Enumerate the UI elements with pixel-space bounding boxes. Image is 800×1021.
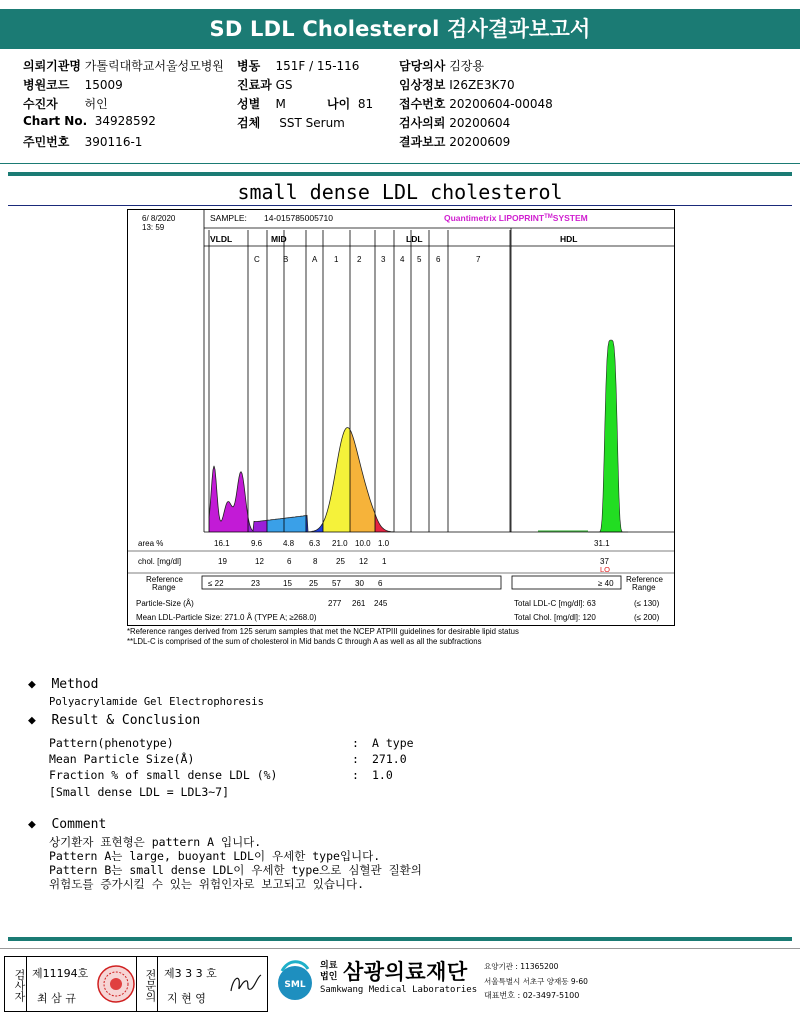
info-label: 병원코드 (23, 78, 70, 92)
particle-size-3: 245 (374, 599, 388, 608)
area-value: 6.3 (309, 539, 321, 548)
hdl-label: HDL (560, 234, 578, 244)
ref-label-line1: Reference (146, 575, 183, 584)
logo-text: SML (284, 980, 306, 990)
ref-label-line2: Range (152, 583, 176, 592)
info-label: 결과보고 (399, 135, 446, 149)
mid-label: MID (271, 234, 287, 244)
method-heading-text: Method (51, 677, 99, 692)
area-value: 4.8 (283, 539, 295, 548)
ref-value: 23 (251, 579, 260, 588)
particle-size-label: Particle-Size (Å) (136, 599, 194, 608)
ldl-label: LDL (406, 234, 423, 244)
info-value: 34928592 (94, 114, 156, 128)
area-row-label: area % (138, 539, 164, 548)
section-rule-bottom (8, 937, 792, 941)
info-label: 검사의뢰 (399, 116, 446, 130)
result-label-1: Mean Particle Size(Å) (49, 752, 195, 766)
colon: : (352, 752, 359, 766)
result-label-2: Fraction % of small dense LDL (%) (49, 768, 278, 782)
electrophoresis-svg (128, 210, 674, 625)
info-label: Chart No. (23, 114, 88, 128)
age-row (327, 95, 373, 112)
lipoprint-chart (127, 209, 675, 626)
info-label: 검체 (237, 116, 261, 130)
total-chol-ref: (≤ 200) (634, 613, 660, 622)
chol-value: 25 (336, 557, 345, 566)
result-heading (28, 713, 200, 728)
hdl-ref-value: ≥ 40 (598, 579, 614, 588)
info-label: 의뢰기관명 (23, 59, 81, 73)
info-value: 15009 (84, 78, 123, 92)
info-label: 담당의사 (399, 59, 446, 73)
area-value: 10.0 (355, 539, 371, 548)
method-heading (28, 677, 98, 692)
hdl-area-value: 31.1 (594, 539, 610, 548)
comment-line: Pattern B는 small dense LDL이 우세한 type으로 심혈관 질환의 (49, 863, 422, 877)
info-value: SST Serum (279, 116, 345, 130)
specialist-license: 제3 3 3 호 (164, 967, 217, 980)
org-phone: 대표번호 : 02-3497-5100 (484, 991, 580, 1000)
ref-label-right-1: Reference (626, 575, 663, 584)
area-value: 21.0 (332, 539, 348, 548)
chol-value: 1 (382, 557, 387, 566)
result-label-0: Pattern(phenotype) (49, 736, 174, 750)
info-value: I26ZE3K70 (449, 78, 515, 92)
total-ldl: Total LDL-C [mg/dl]: 63 (514, 599, 596, 608)
diamond-bullet-icon: ◆ (28, 677, 36, 692)
particle-size-1: 277 (328, 599, 342, 608)
ref-value: 57 (332, 579, 341, 588)
chol-value: 12 (359, 557, 368, 566)
area-value: 1.0 (378, 539, 390, 548)
ldl-band-label: 6 (436, 255, 441, 264)
info-label: 성별 (237, 97, 261, 111)
comment-line: 상기환자 표현형은 pattern A 입니다. (49, 835, 262, 849)
ref-label-right-2: Range (632, 583, 656, 592)
org-prefix (320, 961, 337, 983)
hdl-peak-fill (588, 340, 628, 532)
info-col3 (399, 57, 553, 152)
result-heading-text: Result & Conclusion (51, 713, 201, 728)
chart-date: 6/ 8/2020 (142, 214, 176, 223)
document-subtitle: small dense LDL cholesterol (237, 180, 563, 204)
info-label: 병동 (237, 59, 261, 73)
footnote-2: **LDL-C is comprised of the sum of cholesterol in Mid bands C through A as well as all the subfractions (127, 637, 482, 646)
tester-label: 검사자 (5, 957, 27, 1011)
chart-time: 13: 59 (142, 223, 165, 232)
dept-row (237, 76, 293, 93)
ref-value: 25 (309, 579, 318, 588)
diamond-bullet-icon: ◆ (28, 713, 36, 728)
info-value: 151F / 15-116 (275, 59, 360, 73)
result-value-0: A type (372, 736, 414, 750)
sample-id: 14-015785005710 (264, 213, 334, 223)
result-value-1: 271.0 (372, 752, 407, 766)
header-divider (0, 163, 800, 164)
mid-band-label: C (254, 255, 260, 264)
footnote-1: *Reference ranges derived from 125 serum samples that met the NCEP ATPIII guidelines for desirable lipid status (127, 627, 519, 636)
comment-heading (28, 817, 106, 832)
ldl-band-label: 3 (381, 255, 386, 264)
ref-value: 15 (283, 579, 292, 588)
ref-range-box (202, 576, 501, 589)
org-address: 서울특별시 서초구 양재동 9-60 (484, 977, 588, 986)
section-rule-top (8, 172, 792, 176)
particle-size-2: 261 (352, 599, 366, 608)
info-label: 진료과 (237, 78, 272, 92)
info-value: 김장용 (449, 59, 484, 73)
mid-band-label: A (312, 255, 318, 264)
ldl-band-label: 4 (400, 255, 405, 264)
method-text: Polyacrylamide Gel Electrophoresis (49, 696, 264, 708)
org-prefix-2: 법인 (320, 972, 338, 982)
org-english: Samkwang Medical Laboratories (320, 985, 478, 995)
ref-value: 6 (378, 579, 383, 588)
specimen-row (237, 114, 345, 131)
total-chol: Total Chol. [mg/dl]: 120 (514, 613, 596, 622)
sex-row (237, 95, 286, 112)
ldl-band-label: 7 (476, 255, 481, 264)
info-label: 나이 (327, 97, 351, 111)
specialist-name: 지 현 영 (167, 992, 206, 1005)
mid-a-fill (306, 515, 323, 532)
info-label: 임상정보 (399, 78, 446, 92)
info-value: 20200604-00048 (449, 97, 553, 111)
specialist-label: 전문의 (136, 957, 158, 1011)
hdl-low-flag: LO (600, 565, 611, 574)
tester-license: 제11194호 (32, 967, 89, 980)
info-value: 20200609 (449, 135, 511, 149)
ldl-band-label: 5 (417, 255, 422, 264)
colon: : (352, 736, 359, 750)
footer-divider (0, 948, 800, 949)
info-value: 81 (357, 97, 374, 111)
ldl1-fill (323, 428, 350, 532)
diamond-bullet-icon: ◆ (28, 817, 36, 832)
comment-heading-text: Comment (51, 817, 107, 832)
info-col1 (23, 57, 224, 152)
area-value: 9.6 (251, 539, 263, 548)
official-seal-icon (96, 964, 136, 1004)
info-value: 가톨릭대학교서울성모병원 (84, 59, 224, 73)
result-value-2: 1.0 (372, 768, 393, 782)
mean-ldl-size: Mean LDL-Particle Size: 271.0 Å (TYPE A; ≥268.0) (136, 613, 317, 622)
info-value: M (275, 97, 286, 111)
mid-band-label: B (283, 255, 289, 264)
org-code: 요양기관 : 11365200 (484, 962, 559, 971)
ldl-band-label: 1 (334, 255, 339, 264)
result-note: [Small dense LDL = LDL3~7] (49, 785, 230, 799)
comment-line: 위험도를 증가시킬 수 있는 위험인자로 보고되고 있습니다. (49, 877, 365, 891)
vldl-label: VLDL (210, 234, 233, 244)
signature-box (4, 956, 268, 1012)
system-name: Quantimetrix LIPOPRINT™SYSTEM (444, 213, 588, 223)
info-label: 접수번호 (399, 97, 446, 111)
ldl-band-label: 2 (357, 255, 362, 264)
chol-value: 12 (255, 557, 264, 566)
area-value: 16.1 (214, 539, 230, 548)
info-value: GS (275, 78, 293, 92)
chol-row-label: chol. [mg/dl] (138, 557, 182, 566)
chol-value: 6 (287, 557, 292, 566)
info-label: 주민번호 (23, 135, 70, 149)
subtitle-underline (8, 205, 792, 206)
ref-value: ≤ 22 (208, 579, 224, 588)
total-ldl-ref: (≤ 130) (634, 599, 660, 608)
ldl2-fill (350, 430, 375, 532)
info-value: 390116-1 (84, 135, 143, 149)
ref-value: 30 (355, 579, 364, 588)
info-label: 수진자 (23, 97, 58, 111)
org-name: 삼광의료재단 (343, 960, 468, 984)
report-title: SD LDL Cholesterol 검사결과보고서 (0, 9, 800, 49)
mid-c-fill (248, 517, 267, 532)
tester-name: 최 삼 규 (37, 992, 76, 1005)
comment-line: Pattern A는 large, buoyant LDL이 우세한 type입니다. (49, 849, 381, 863)
sample-label: SAMPLE: (210, 213, 247, 223)
signature-icon (227, 967, 265, 999)
ward-row (237, 57, 359, 74)
hdl-chol-value: 37 (600, 557, 609, 566)
info-value: 20200604 (449, 116, 511, 130)
chol-value: 8 (313, 557, 318, 566)
colon: : (352, 768, 359, 782)
org-prefix-1: 의료 (320, 961, 338, 971)
info-value: 허인 (84, 97, 108, 111)
chol-value: 19 (218, 557, 227, 566)
sml-logo-icon (272, 957, 318, 1001)
